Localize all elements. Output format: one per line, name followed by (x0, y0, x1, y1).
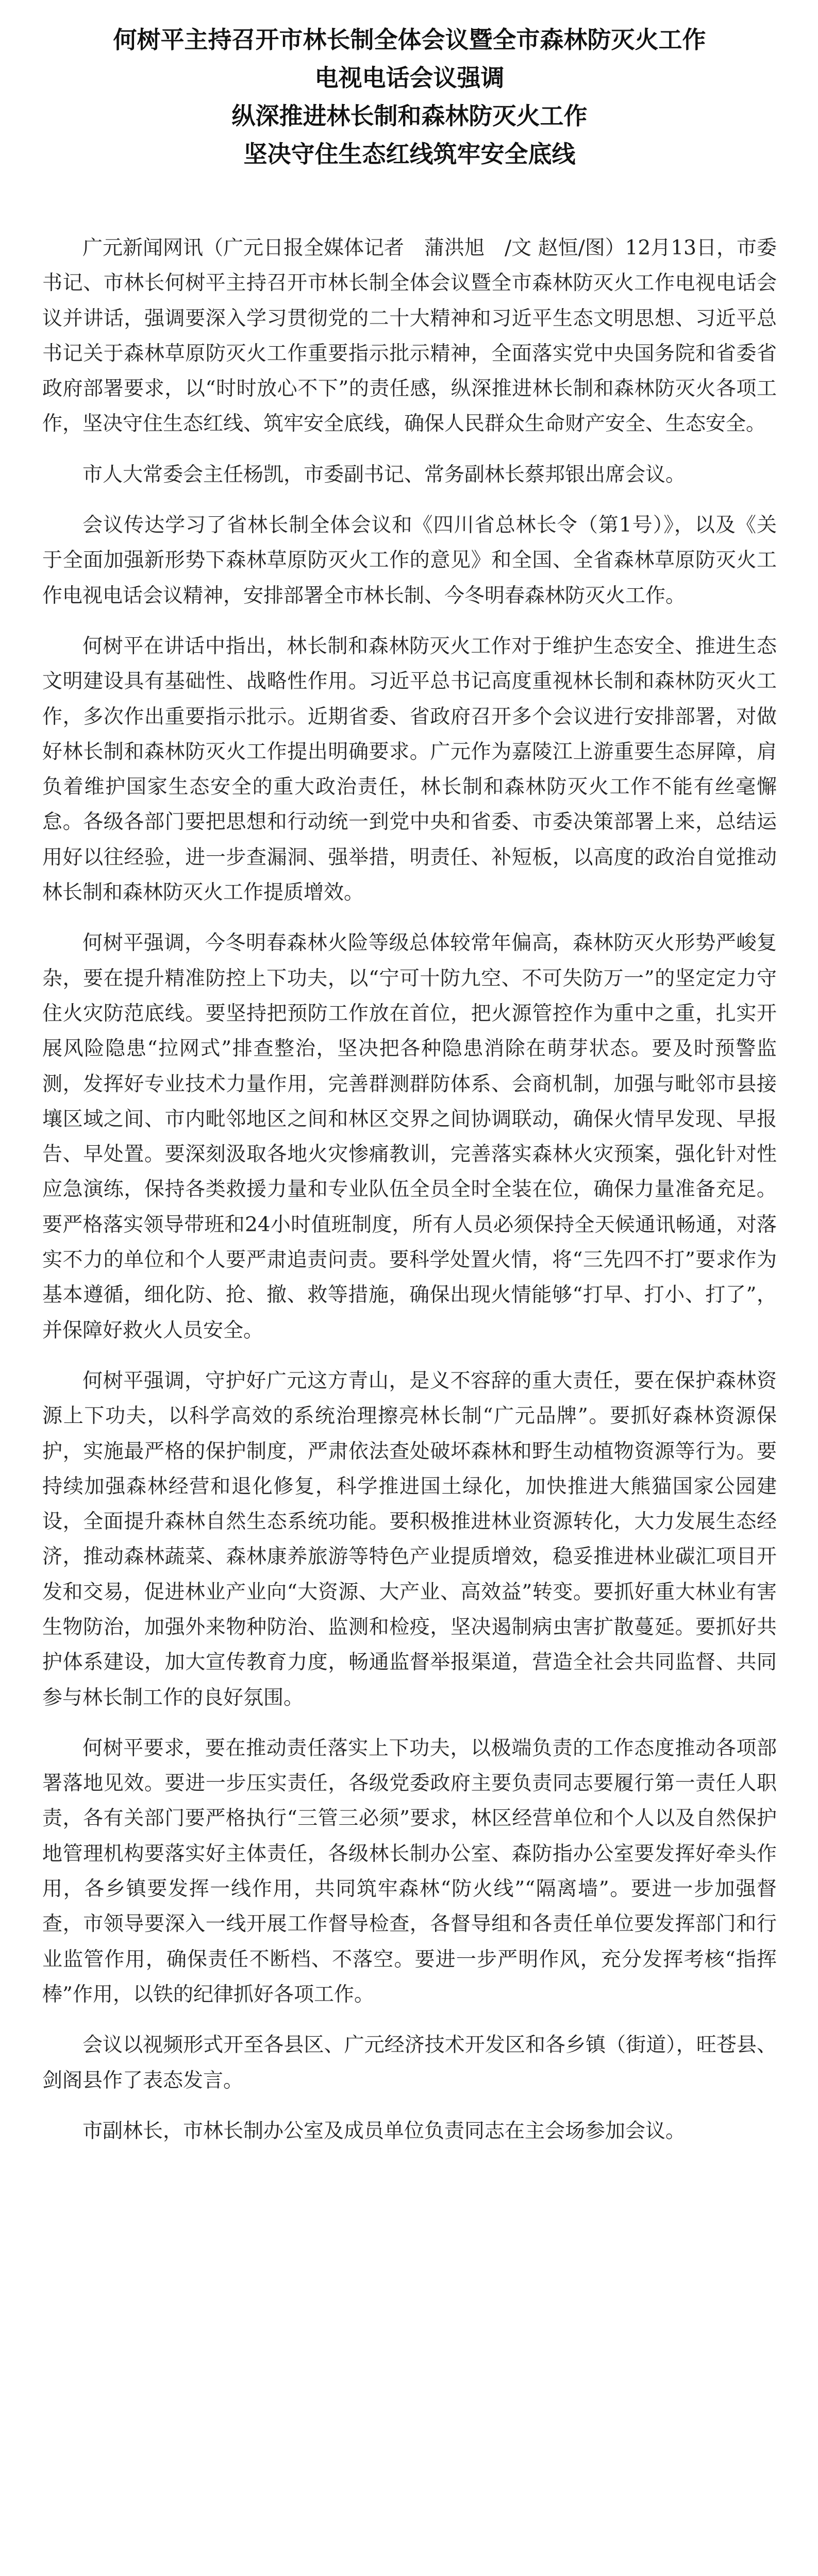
paragraph-responsibility: 何树平要求，要在推动责任落实上下功夫，以极端负责的工作态度推动各项部署落地见效。要进一步压实责任，各级党委政府主要负责同志要履行第一责任人职责，各有关部门要严格执行“三管三必须”要求，林区经营单位和个人以及自然保护地管理机构要落实好主体责任，各级林长制办公室、森防指办公室要发挥好牵头作用，各乡镇要发挥一线作用，共同筑牢森林“防火线”“隔离墙”。要进一步加强督查，市领导要深入一线开展工作督导检查，各督导组和各责任单位要发挥部门和行业监管作用，确保责任不断档、不落空。要进一步严明作风，充分发挥考核“指挥棒”作用，以铁的纪律抓好各项工作。 (42, 1736, 777, 2006)
paragraph-fire-prevention: 何树平强调，今冬明春森林火险等级总体较常年偏高，森林防灭火形势严峻复杂，要在提升精准防控上下功夫，以“宁可十防九空、不可失防万一”的坚定定力守住火灾防范底线。要坚持把预防工作放在首位，把火源管控作为重中之重，扎实开展风险隐患“拉网式”排查整治，坚决把各种隐患消除在萌芽状态。要及时预警监测，发挥好专业技术力量作用，完善群测群防体系、会商机制，加强与毗邻市县接壤区域之间、市内毗邻地区之间和林区交界之间协调联动，确保火情早发现、早报告、早处置。要深刻汲取各地火灾惨痛教训，完善落实森林火灾预案，强化针对性应急演练，保持各类救援力量和专业队伍全员全时全装在位，确保力量准备充足。要严格落实领导带班和24小时值班制度，所有人员必须保持全天候通讯畅通，对落实不力的单位和个人要严肃追责问责。要科学处置火情，将“三先四不打”要求作为基本遵循，细化防、抢、撤、救等措施，确保出现火情能够“打早、打小、打了”，并保障好救火人员安全。 (42, 931, 777, 1342)
paragraph-attendees: 市人大常委会主任杨凯，市委副书记、常务副林长蔡邦银出席会议。 (82, 463, 686, 486)
headline-line-3: 纵深推进林长制和森林防灭火工作 (231, 102, 588, 130)
headline-line-2: 电视电话会议强调 (314, 64, 505, 92)
paragraph-video-meeting: 会议以视频形式开至各县区、广元经济技术开发区和各乡镇（街道），旺苍县、剑阁县作了表态发言。 (42, 2033, 777, 2092)
paragraph-participants: 市副林长，市林长制办公室及成员单位负责同志在主会场参加会议。 (82, 2119, 686, 2143)
headline-block (42, 21, 777, 173)
article-body (42, 231, 777, 2149)
paragraph-meeting-content: 会议传达学习了省林长制全体会议和《四川省总林长令（第1号）》，以及《关于全面加强新形势下森林草原防灭火工作的意见》和全国、全省森林草原防灭火工作电视电话会议精神，安排部署全市林长制、今冬明春森林防灭火工作。 (42, 514, 777, 607)
headline-line-1: 何树平主持召开市林长制全体会议暨全市森林防灭火工作 (113, 26, 706, 54)
paragraph-speech-overview: 何树平在讲话中指出，林长制和森林防灭火工作对于维护生态安全、推进生态文明建设具有基础性、战略性作用。习近平总书记高度重视林长制和森林防灭火工作，多次作出重要指示批示。近期省委、省政府召开多个会议进行安排部署，对做好林长制和森林防灭火工作提出明确要求。广元作为嘉陵江上游重要生态屏障，肩负着维护国家生态安全的重大政治责任，林长制和森林防灭火工作不能有丝毫懈怠。各级各部门要把思想和行动统一到党中央和省委、市委决策部署上来，总结运用好以往经验，进一步查漏洞、强举措，明责任、补短板，以高度的政治自觉推动林长制和森林防灭火工作提质增效。 (42, 634, 777, 905)
paragraph-lead: 广元新闻网讯（广元日报全媒体记者 蒲洪旭 /文 赵恒/图）12月13日，市委书记、市林长何树平主持召开市林长制全体会议暨全市森林防灭火工作电视电话会议并讲话，强调要深入学习贯彻党的二十大精神和习近平生态文明思想、习近平总书记关于森林草原防灭火工作重要指示批示精神，全面落实党中央国务院和省委省政府部署要求，以“时时放心不下”的责任感，纵深推进林长制和森林防灭火各项工作，坚决守住生态红线、筑牢安全底线，确保人民群众生命财产安全、生态安全。 (42, 236, 777, 436)
headline-line-4: 坚决守住生态红线筑牢安全底线 (243, 140, 576, 168)
paragraph-forest-protection: 何树平强调，守护好广元这方青山，是义不容辞的重大责任，要在保护森林资源上下功夫，以科学高效的系统治理擦亮林长制“广元品牌”。要抓好森林资源保护，实施最严格的保护制度，严肃依法查处破坏森林和野生动植物资源等行为。要持续加强森林经营和退化修复，科学推进国土绿化，加快推进大熊猫国家公园建设，全面提升森林自然生态系统功能。要积极推进林业资源转化，大力发展生态经济，推动森林蔬菜、森林康养旅游等特色产业提质增效，稳妥推进林业碳汇项目开发和交易，促进林业产业向“大资源、大产业、高效益”转变。要抓好重大林业有害生物防治，加强外来物种防治、监测和检疫，坚决遏制病虫害扩散蔓延。要抓好共护体系建设，加大宣传教育力度，畅通监督举报渠道，营造全社会共同监督、共同参与林长制工作的良好氛围。 (42, 1369, 777, 1709)
